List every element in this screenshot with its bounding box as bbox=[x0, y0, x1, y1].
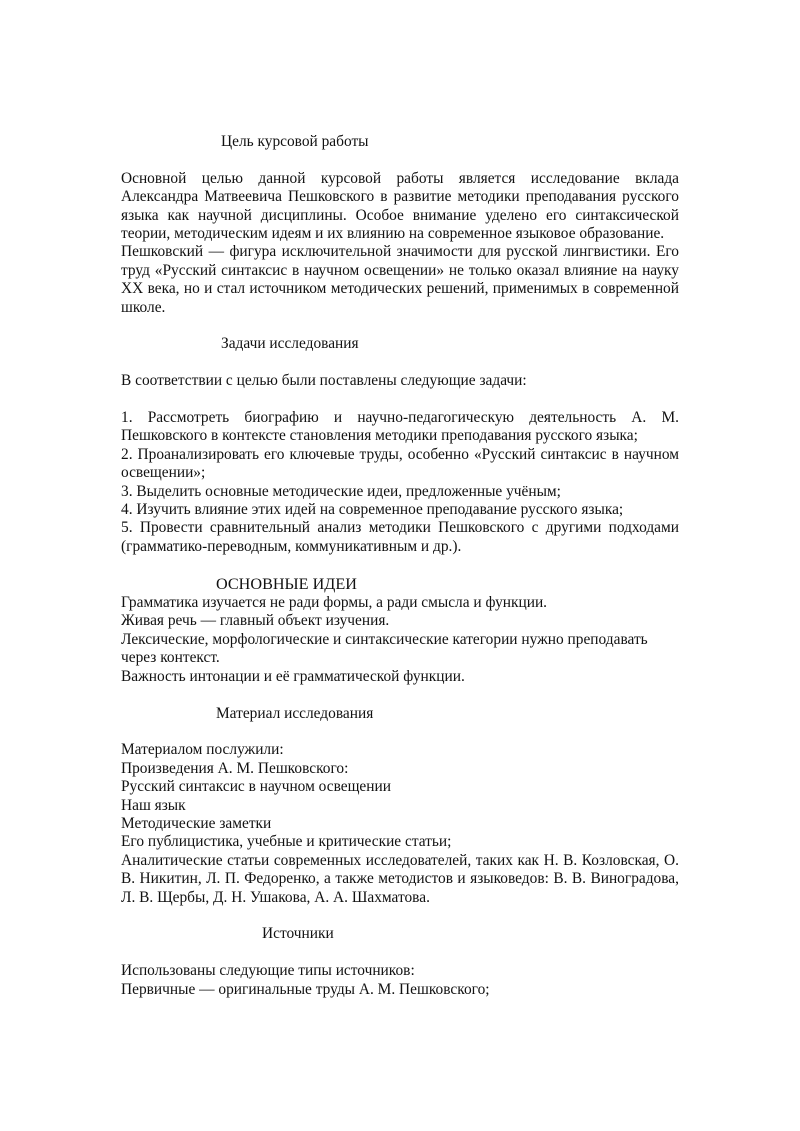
goal-paragraph-2: Пешковский — фигура исключительной значимости для русской лингвистики. Его труд «Русский синтаксис в научном освещении» не только оказал влияние на науку XX века, но и стал источником методических решений, применимых в современной школе. bbox=[121, 243, 679, 316]
goal-paragraph-1: Основной целью данной курсовой работы является исследование вклада Александра Матвеевича Пешковского в развитие методики преподавания русского языка как научной дисциплины. Особое внимание уделено его синтаксической теории, методическим идеям и их влиянию на современное языковое образование. bbox=[121, 169, 679, 243]
material-researchers: Аналитические статьи современных исследователей, таких как Н. В. Козловская, О. В. Никитин, Л. П. Федоренко, а также методистов и языковедов: В. В. Виноградова, Л. В. Щербы, Д. Н. Ушакова, А. А. Шахматова. bbox=[121, 851, 679, 906]
task-item-5: 5. Провести сравнительный анализ методики Пешковского с другими подходами (грамматико-переводным, коммуникативным и др.). bbox=[121, 519, 679, 555]
material-line-4: Наш язык bbox=[121, 796, 186, 814]
idea-item-2: Живая речь — главный объект изучения. bbox=[121, 612, 390, 630]
material-line-1: Материалом послужили: bbox=[121, 741, 284, 759]
material-line-3: Русский синтаксис в научном освещении bbox=[121, 778, 391, 796]
material-list bbox=[121, 741, 679, 907]
material-heading: Материал исследования bbox=[216, 704, 374, 722]
sources-line-1: Использованы следующие типы источников: bbox=[121, 962, 415, 980]
tasks-list bbox=[121, 409, 679, 556]
sources-heading: Источники bbox=[262, 925, 334, 943]
idea-item-4: Важность интонации и её грамматической функции. bbox=[121, 667, 465, 685]
sources-list bbox=[121, 962, 679, 999]
task-item-3: 3. Выделить основные методические идеи, предложенные учёным; bbox=[121, 482, 561, 500]
ideas-list bbox=[121, 594, 679, 686]
task-item-4: 4. Изучить влияние этих идей на современное преподавание русского языка; bbox=[121, 501, 624, 519]
tasks-heading: Задачи исследования bbox=[221, 335, 359, 353]
material-line-6: Его публицистика, учебные и критические статьи; bbox=[121, 833, 452, 851]
document-body bbox=[121, 133, 679, 999]
ideas-heading bbox=[121, 575, 679, 594]
sources-line-2: Первичные — оригинальные труды А. М. Пешковского; bbox=[121, 980, 490, 998]
idea-item-3: Лексические, морфологические и синтаксические категории нужно преподавать через контекст. bbox=[121, 630, 648, 667]
material-line-2: Произведения А. М. Пешковского: bbox=[121, 759, 349, 777]
tasks-intro: В соответствии с целью были поставлены следующие задачи: bbox=[121, 372, 527, 390]
material-line-5: Методические заметки bbox=[121, 814, 272, 832]
idea-item-1: Грамматика изучается не ради формы, а ради смысла и функции. bbox=[121, 594, 548, 612]
ideas-heading-text: ОСНОВНЫЕ ИДЕИ bbox=[216, 574, 357, 593]
task-item-2: 2. Проанализировать его ключевые труды, особенно «Русский синтаксис в научном освещении»; bbox=[121, 445, 679, 482]
task-item-1: 1. Рассмотреть биографию и научно-педагогическую деятельность А. М. Пешковского в контексте становления методики преподавания русского языка; bbox=[121, 409, 679, 445]
goal-heading: Цель курсовой работы bbox=[221, 133, 369, 150]
